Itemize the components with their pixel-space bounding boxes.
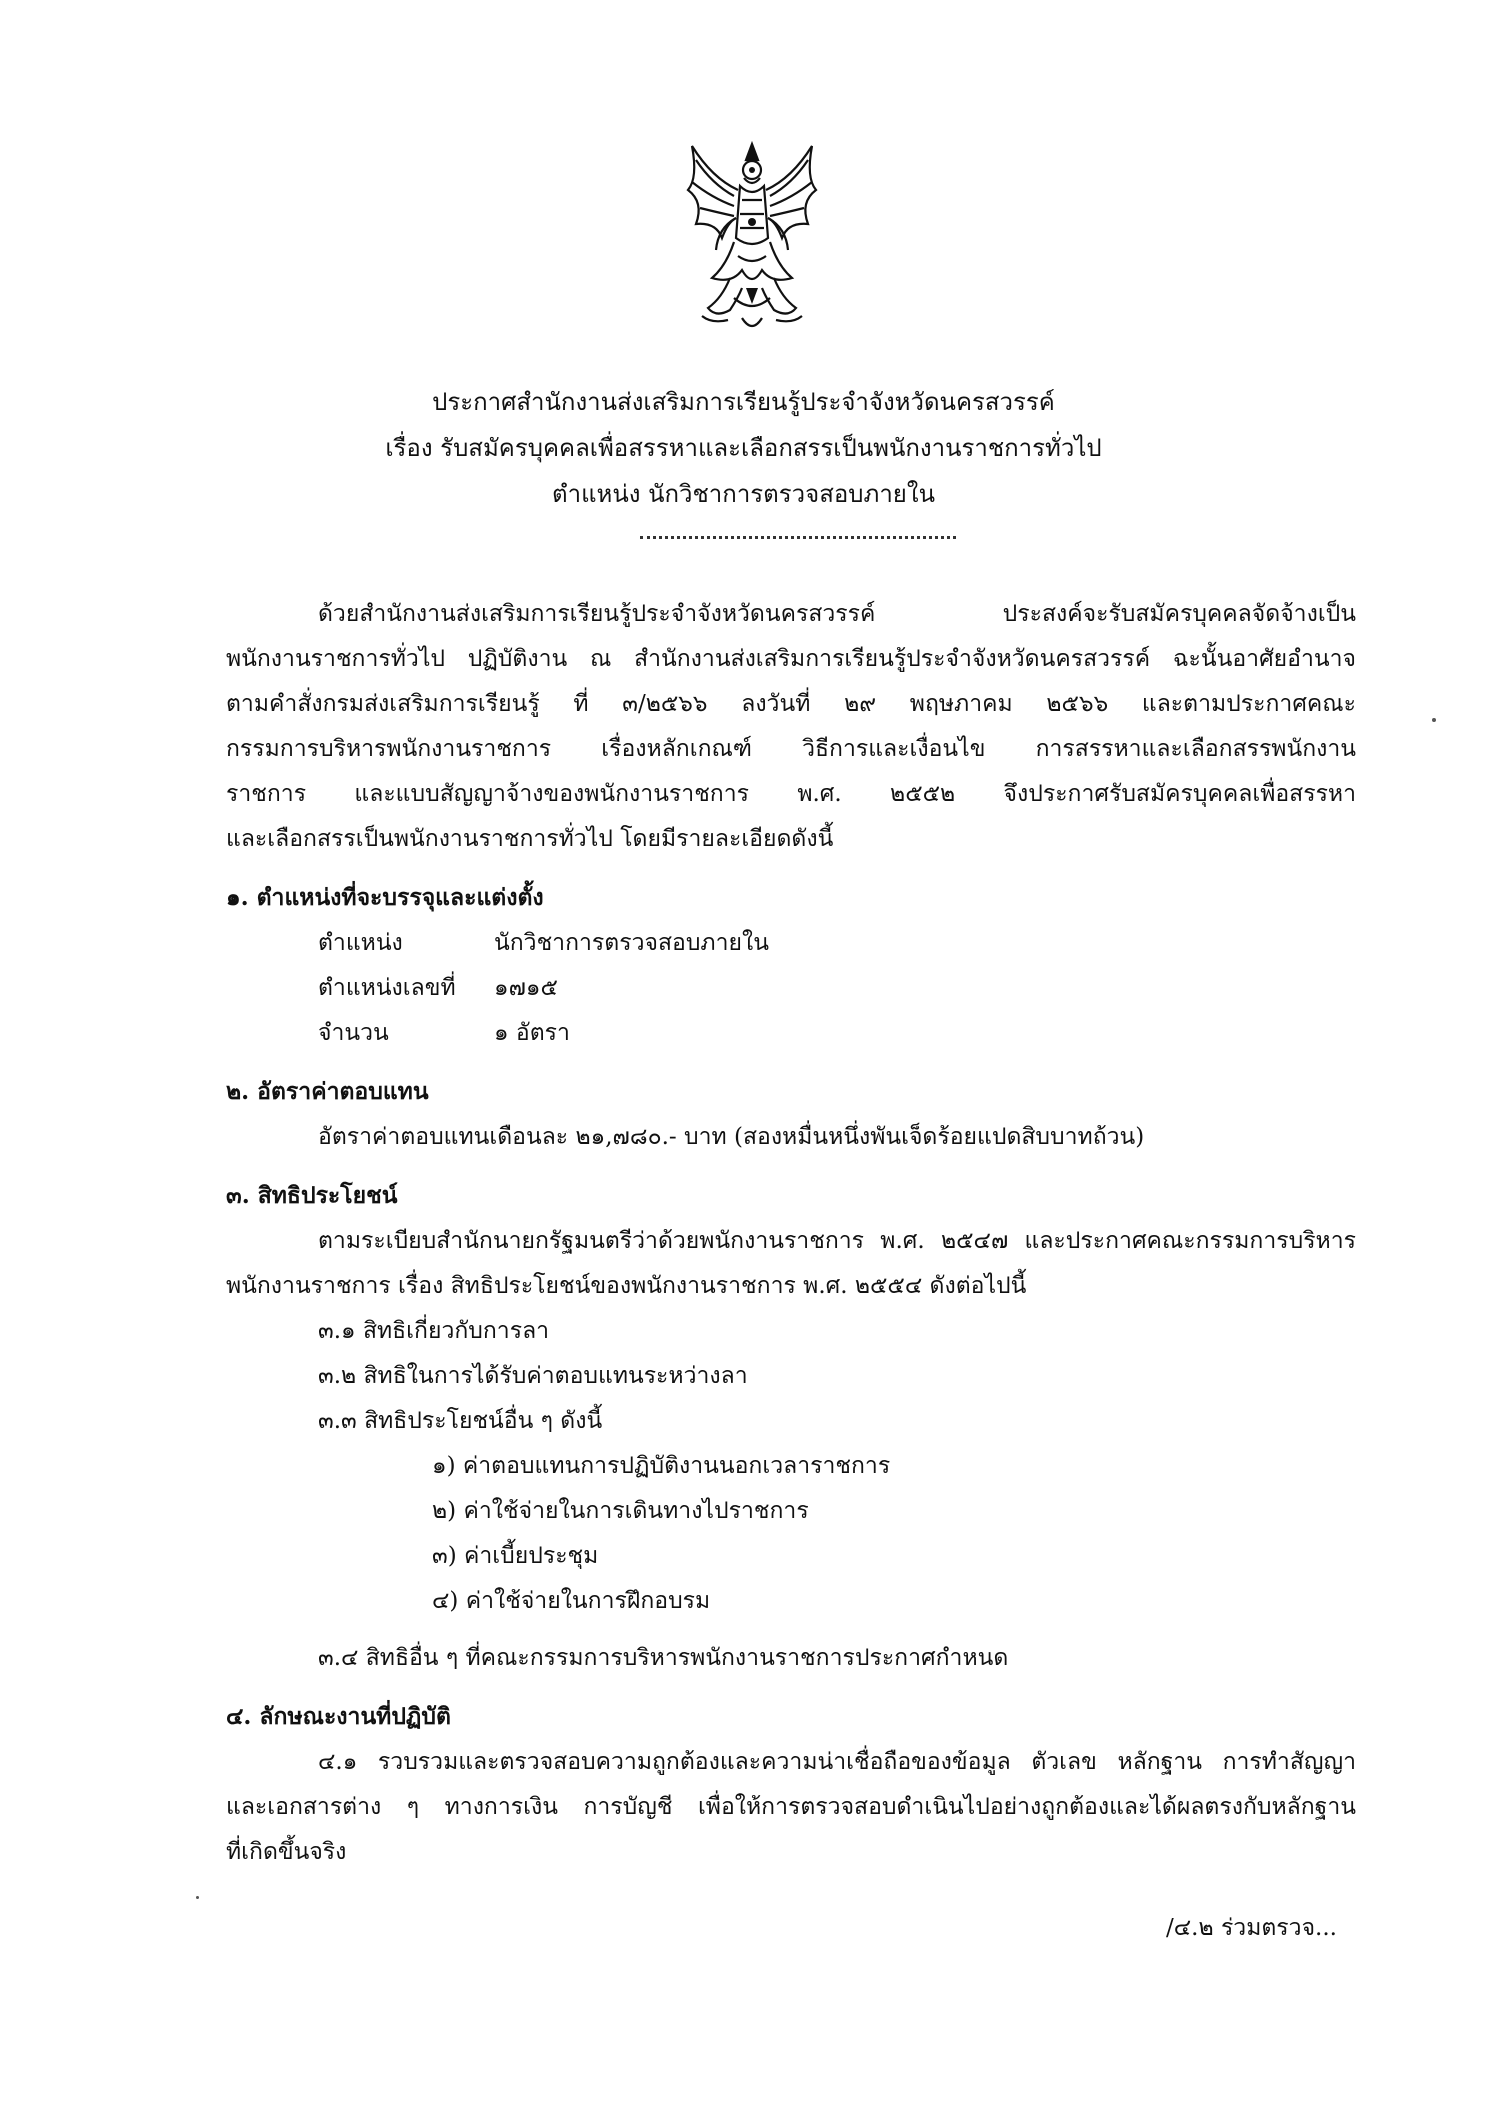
intro-line: ตามคำสั่งกรมส่งเสริมการเรียนรู้ ที่ ๓/๒๕๖๖ ลงวันที่ ๒๙ พฤษภาคม ๒๕๖๖ และตามประกาศคณะ <box>226 691 1356 717</box>
duty-line: ที่เกิดขึ้นจริง <box>226 1839 347 1865</box>
benefit-item: ๓.๑ สิทธิเกี่ยวกับการลา <box>318 1318 550 1344</box>
section2-heading: ๒. อัตราค่าตอบแทน <box>226 1078 429 1105</box>
benefit-subitem: ๔) ค่าใช้จ่ายในการฝึกอบรม <box>432 1588 711 1614</box>
section4-heading: ๔. ลักษณะงานที่ปฏิบัติ <box>226 1703 451 1730</box>
quantity-label: จำนวน <box>318 1020 389 1046</box>
intro-line: กรรมการบริหารพนักงานราชการ เรื่องหลักเกณฑ์ วิธีการและเงื่อนไข การสรรหาและเลือกสรรพนักงาน <box>226 736 1356 762</box>
intro-line: ราชการ และแบบสัญญาจ้างของพนักงานราชการ พ.ศ. ๒๕๕๒ จึงประกาศรับสมัครบุคคลเพื่อสรรหา <box>226 781 1356 807</box>
garuda-emblem-icon <box>682 138 822 343</box>
quantity-value: ๑ อัตรา <box>494 1020 570 1046</box>
intro-line: ด้วยสำนักงานส่งเสริมการเรียนรู้ประจำจังหวัดนครสวรรค์ ประสงค์จะรับสมัครบุคคลจัดจ้างเป็น <box>318 601 1356 627</box>
duty-line: ๔.๑ รวบรวมและตรวจสอบความถูกต้องและความน่าเชื่อถือของข้อมูล ตัวเลข หลักฐาน การทำสัญญา <box>318 1749 1356 1775</box>
position-number-label: ตำแหน่งเลขที่ <box>318 975 456 1001</box>
announcement-title: ประกาศสำนักงานส่งเสริมการเรียนรู้ประจำจังหวัดนครสวรรค์ <box>432 388 1055 416</box>
scan-speck <box>1432 718 1436 722</box>
benefit-subitem: ๒) ค่าใช้จ่ายในการเดินทางไปราชการ <box>432 1498 809 1524</box>
benefit-item: ๓.๓ สิทธิประโยชน์อื่น ๆ ดังนี้ <box>318 1408 603 1434</box>
benefits-line: ตามระเบียบสำนักนายกรัฐมนตรีว่าด้วยพนักงานราชการ พ.ศ. ๒๕๔๗ และประกาศคณะกรรมการบริหาร <box>318 1228 1356 1254</box>
salary-text: อัตราค่าตอบแทนเดือนละ ๒๑,๗๘๐.- บาท (สองหมื่นหนึ่งพันเจ็ดร้อยแปดสิบบาทถ้วน) <box>318 1124 1145 1150</box>
announcement-position: ตำแหน่ง นักวิชาการตรวจสอบภายใน <box>552 480 935 508</box>
section1-heading: ๑. ตำแหน่งที่จะบรรจุและแต่งตั้ง <box>226 884 544 911</box>
benefits-line: พนักงานราชการ เรื่อง สิทธิประโยชน์ของพนักงานราชการ พ.ศ. ๒๕๕๔ ดังต่อไปนี้ <box>226 1273 1027 1299</box>
benefit-item: ๓.๔ สิทธิอื่น ๆ ที่คณะกรรมการบริหารพนักงานราชการประกาศกำหนด <box>318 1645 1009 1671</box>
position-value: นักวิชาการตรวจสอบภายใน <box>494 930 769 956</box>
benefit-item: ๓.๒ สิทธิในการได้รับค่าตอบแทนระหว่างลา <box>318 1363 748 1389</box>
title-divider <box>640 536 956 539</box>
duty-line: และเอกสารต่าง ๆ ทางการเงิน การบัญชี เพื่อให้การตรวจสอบดำเนินไปอย่างถูกต้องและได้ผลตรงกับหลักฐาน <box>226 1794 1356 1820</box>
benefit-subitem: ๑) ค่าตอบแทนการปฏิบัติงานนอกเวลาราชการ <box>432 1453 891 1479</box>
scan-speck <box>196 1896 199 1899</box>
position-number-value: ๑๗๑๕ <box>494 975 558 1001</box>
intro-line: และเลือกสรรเป็นพนักงานราชการทั่วไป โดยมีรายละเอียดดังนี้ <box>226 826 834 852</box>
benefit-subitem: ๓) ค่าเบี้ยประชุม <box>432 1543 599 1569</box>
section3-heading: ๓. สิทธิประโยชน์ <box>226 1182 398 1209</box>
announcement-subject: เรื่อง รับสมัครบุคคลเพื่อสรรหาและเลือกสรรเป็นพนักงานราชการทั่วไป <box>385 434 1102 462</box>
next-page-reference: /๔.๒ ร่วมตรวจ... <box>1166 1915 1337 1941</box>
intro-line: พนักงานราชการทั่วไป ปฏิบัติงาน ณ สำนักงานส่งเสริมการเรียนรู้ประจำจังหวัดนครสวรรค์ ฉะนั้นอาศัยอำนาจ <box>226 646 1356 672</box>
position-label: ตำแหน่ง <box>318 930 403 956</box>
